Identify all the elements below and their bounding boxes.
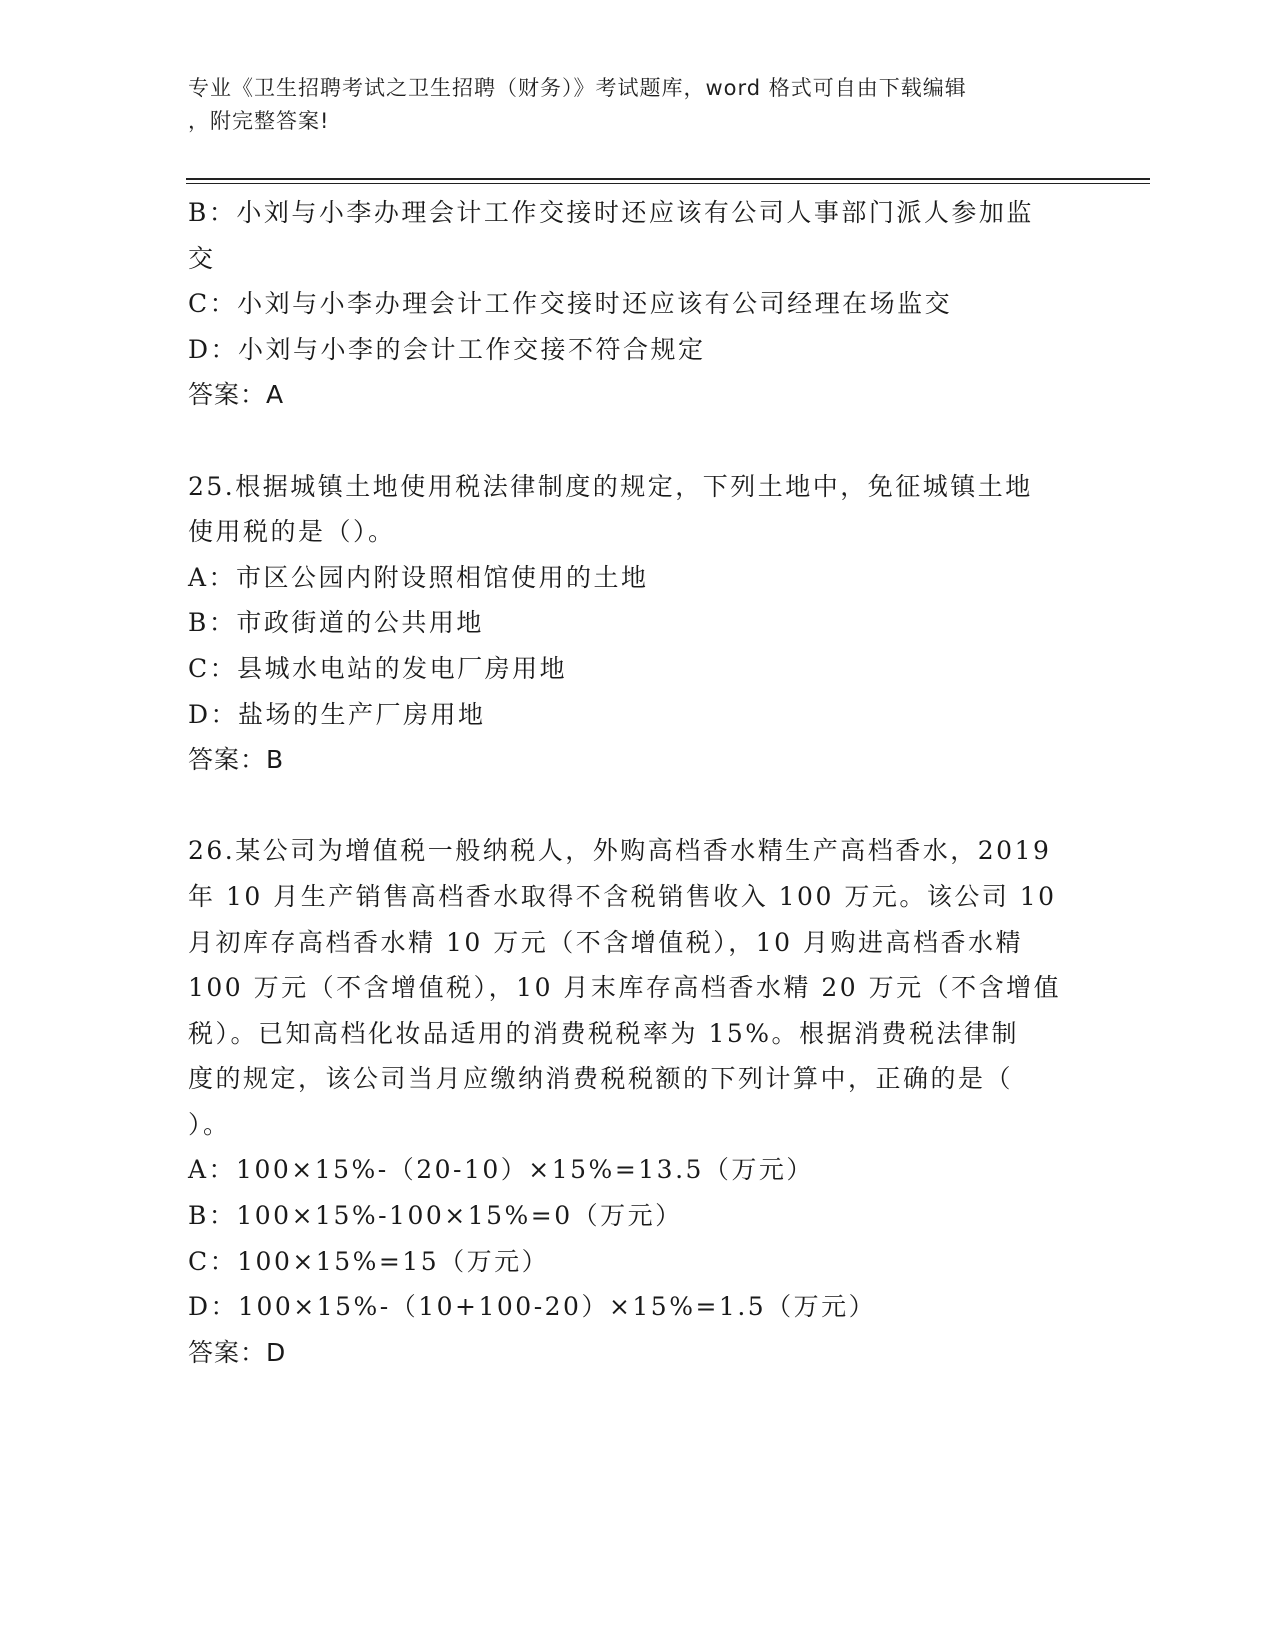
question-stem-line: 26.某公司为增值税一般纳税人，外购高档香水精生产高档香水，2019 [188, 836, 1052, 866]
header-line-2: ，附完整答案! [188, 109, 330, 133]
spacer [188, 418, 1068, 464]
document-header [188, 72, 1068, 138]
question-stem-line: 税）。已知高档化妆品适用的消费税税率为 15%。根据消费税法律制 [188, 1018, 1020, 1048]
option-line: A：100×15%-（20-10）×15%=13.5（万元） [188, 1155, 814, 1185]
question-content [188, 190, 1068, 1375]
question-26 [188, 828, 1068, 1375]
option-line: B：100×15%-100×15%=0（万元） [188, 1201, 683, 1231]
question-stem-line: 25.根据城镇土地使用税法律制度的规定，下列土地中，免征城镇土地 [188, 471, 1033, 501]
option-line: D：100×15%-（10+100-20）×15%=1.5（万元） [188, 1292, 877, 1322]
answer-label: 答案：A [188, 380, 285, 410]
header-line-1: 专业《卫生招聘考试之卫生招聘（财务）》考试题库，word 格式可自由下载编辑 [188, 76, 967, 100]
question-stem-line: 度的规定，该公司当月应缴纳消费税税额的下列计算中，正确的是（ [188, 1064, 1014, 1094]
question-stem-line: ）。 [188, 1109, 231, 1139]
question-24-continued [188, 190, 1068, 418]
question-25 [188, 464, 1068, 783]
answer-label: 答案：D [188, 1337, 287, 1367]
question-stem-line: 100 万元（不含增值税），10 月末库存高档香水精 20 万元（不含增值 [188, 973, 1062, 1003]
option-line: B：市政街道的公共用地 [188, 608, 484, 638]
option-line: D：盐场的生产厂房用地 [188, 699, 486, 729]
option-line: C：县城水电站的发电厂房用地 [188, 653, 568, 683]
option-line: B：小刘与小李办理会计工作交接时还应该有公司人事部门派人参加监 [188, 198, 1034, 227]
answer-label: 答案：B [188, 745, 285, 775]
option-line: 交 [188, 243, 216, 273]
option-line: D：小刘与小李的会计工作交接不符合规定 [188, 334, 706, 364]
option-line: A：市区公园内附设照相馆使用的土地 [188, 562, 649, 592]
option-line: C：小刘与小李办理会计工作交接时还应该有公司经理在场监交 [188, 289, 953, 319]
option-line: C：100×15%=15（万元） [188, 1246, 550, 1276]
question-stem-line: 使用税的是（）。 [188, 517, 396, 547]
spacer [188, 783, 1068, 829]
header-divider [186, 178, 1150, 184]
question-stem-line: 年 10 月生产销售高档香水取得不含税销售收入 100 万元。该公司 10 [188, 881, 1057, 911]
question-stem-line: 月初库存高档香水精 10 万元（不含增值税），10 月购进高档香水精 [188, 927, 1023, 957]
